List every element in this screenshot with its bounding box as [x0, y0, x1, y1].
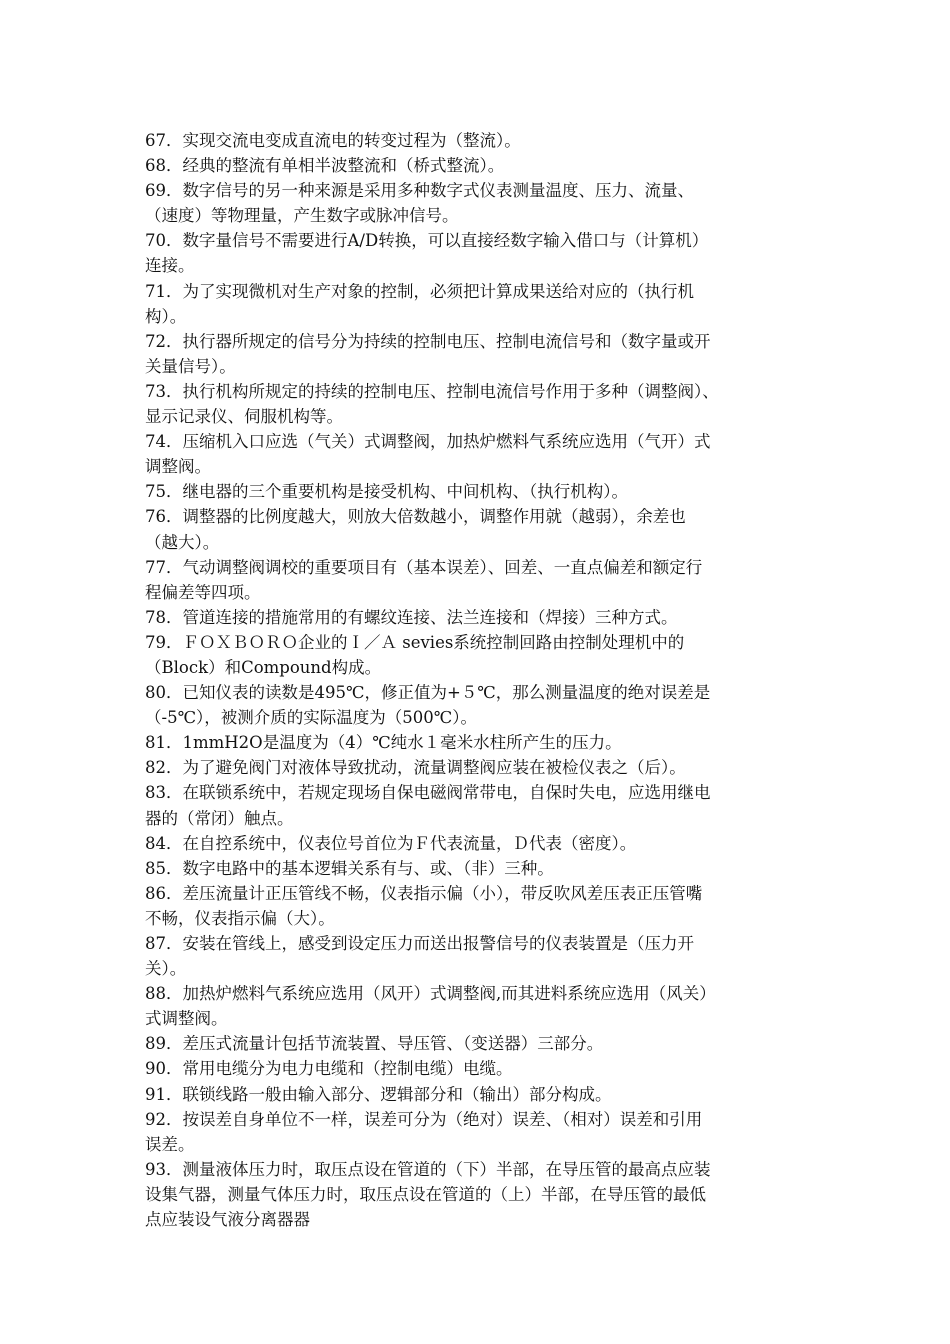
list-item-74: 74．压缩机入口应选（气关）式调整阀，加热炉燃料气系统应选用（气开）式 调整阀。 [145, 432, 711, 477]
list-item-81: 81．1mmH2O是温度为（4）℃纯水１毫米水柱所产生的压力。 [145, 733, 622, 753]
list-item-90: 90．常用电缆分为电力电缆和（控制电缆）电缆。 [145, 1059, 513, 1079]
list-item-92: 92．按误差自身单位不一样，误差可分为（绝对）误差、（相对）误差和引用 误差。 [145, 1109, 703, 1154]
list-item-75: 75．继电器的三个重要机构是接受机构、中间机构、（执行机构）。 [145, 482, 628, 502]
list-item-86: 86．差压流量计正压管线不畅，仪表指示偏（小），带反吹风差压表正压管嘴 不畅，仪表指示偏（大）。 [145, 883, 703, 928]
list-item-70: 70．数字量信号不需要进行A/D转换，可以直接经数字输入借口与（计算机） 连接。 [145, 231, 709, 276]
list-item-93: 93．测量液体压力时，取压点设在管道的（下）半部，在导压管的最高点应装 设集气器，测量气体压力时，取压点设在管道的（上）半部，在导压管的最低 点应装设气液分离器器 [145, 1159, 711, 1230]
list-item-85: 85．数字电路中的基本逻辑关系有与、或、（非）三种。 [145, 858, 554, 878]
list-item-77: 77．气动调整阀调校的重要项目有（基本误差）、回差、一直点偏差和额定行 程偏差等四项。 [145, 557, 703, 602]
list-item-76: 76．调整器的比例度越大，则放大倍数越小，调整作用就（越弱），余差也 （越大）。 [145, 507, 686, 552]
list-item-72: 72．执行器所规定的信号分为持续的控制电压、控制电流信号和（数字量或开 关量信号）。 [145, 331, 711, 376]
list-item-87: 87．安装在管线上，感受到设定压力而送出报警信号的仪表装置是（压力开 关）。 [145, 934, 694, 979]
list-item-78: 78．管道连接的措施常用的有螺纹连接、法兰连接和（焊接）三种方式。 [145, 607, 678, 627]
document-body [145, 128, 825, 1232]
list-item-71: 71．为了实现微机对生产对象的控制，必须把计算成果送给对应的（执行机 构）。 [145, 281, 694, 326]
list-item-67: 67．实现交流电变成直流电的转变过程为（整流）。 [145, 131, 521, 150]
list-item-69: 69．数字信号的另一种来源是采用多种数字式仪表测量温度、压力、流量、 （速度）等物理量，产生数字或脉冲信号。 [145, 181, 694, 226]
list-item-80: 80．已知仪表的读数是495℃，修正值为+５℃，那么测量温度的绝对误差是 （-5℃），被测介质的实际温度为（500℃）。 [145, 683, 711, 728]
list-item-83: 83．在联锁系统中，若规定现场自保电磁阀常带电，自保时失电，应选用继电 器的（常闭）触点。 [145, 783, 711, 828]
list-item-89: 89．差压式流量计包括节流装置、导压管、（变送器）三部分。 [145, 1034, 604, 1054]
list-item-73: 73．执行机构所规定的持续的控制电压、控制电流信号作用于多种（调整阀）、 显示记录仪、伺服机构等。 [145, 381, 719, 427]
list-item-79: 79．ＦＯＸＢＯＲＯ企业的Ｉ／Ａ sevies系统控制回路由控制处理机中的 （Block）和Compound构成。 [145, 632, 685, 677]
list-item-84: 84．在自控系统中，仪表位号首位为Ｆ代表流量，Ｄ代表（密度）。 [145, 833, 637, 853]
list-item-82: 82．为了避免阀门对液体导致扰动，流量调整阀应装在被检仪表之（后）。 [145, 758, 686, 778]
list-item-88: 88．加热炉燃料气系统应选用（风开）式调整阀,而其进料系统应选用（风关） 式调整阀。 [145, 984, 716, 1029]
list-item-68: 68．经典的整流有单相半波整流和（桥式整流）。 [145, 156, 505, 176]
list-item-91: 91．联锁线路一般由输入部分、逻辑部分和（输出）部分构成。 [145, 1084, 612, 1104]
